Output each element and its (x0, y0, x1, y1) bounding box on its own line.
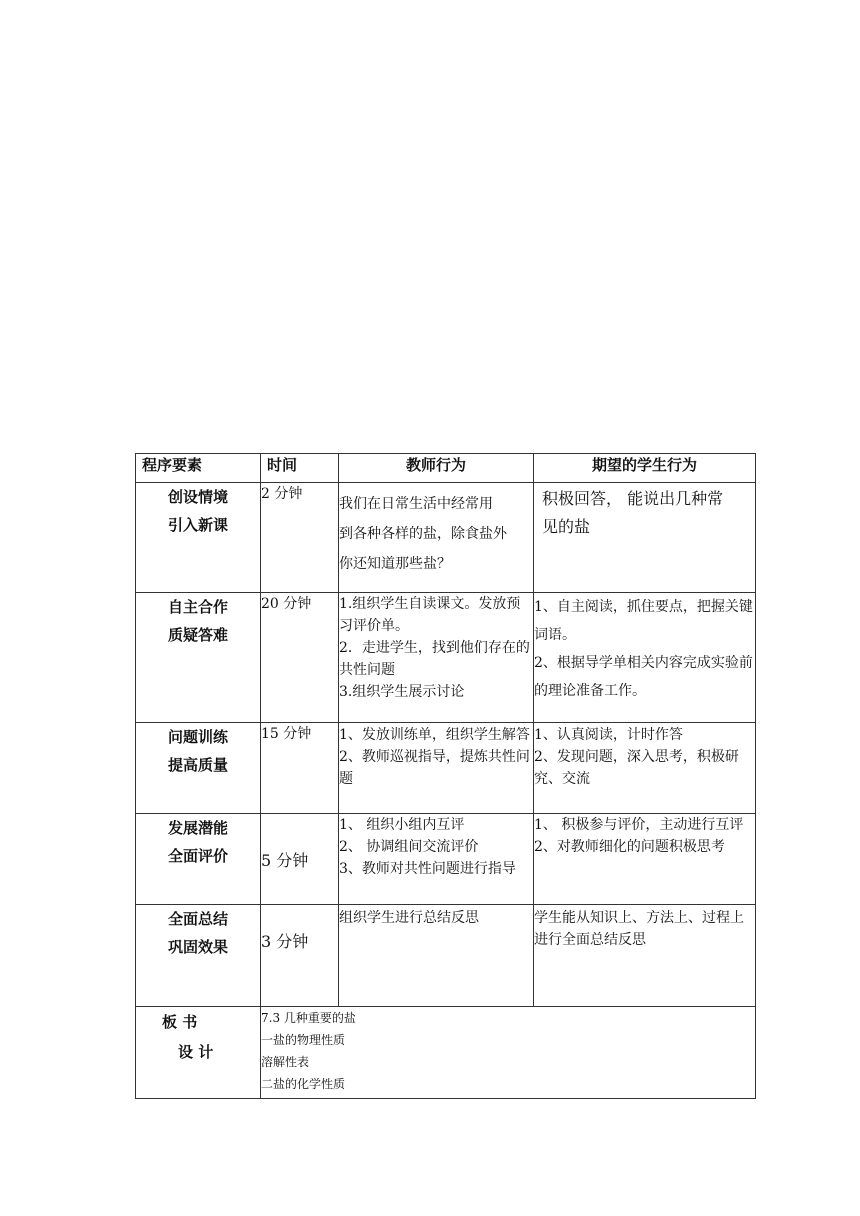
board-line: 一盐的物理性质 (261, 1033, 346, 1047)
time-cell: 5 分钟 (261, 814, 339, 905)
teacher-cell: 1、 组织小组内互评 2、 协调组间交流评价 3、教师对共性问题进行指导 (339, 814, 534, 905)
student-cell: 1、自主阅读，抓住要点，把握关键词语。 2、根据导学单相关内容完成实验前的理论准备工作。 (534, 593, 756, 723)
board-line: 7.3 几种重要的盐 (261, 1011, 356, 1025)
table-row (136, 483, 756, 593)
time-cell: 2 分钟 (261, 483, 339, 593)
stage-cell: 自主合作 质疑答难 (136, 593, 261, 723)
time-cell: 20 分钟 (261, 593, 339, 723)
stage-cell: 全面总结 巩固效果 (136, 905, 261, 1007)
table-row (136, 814, 756, 905)
lesson-plan-table (135, 453, 756, 1099)
student-cell: 1、 积极参与评价，主动进行互评 2、对教师细化的问题积极思考 (534, 814, 756, 905)
header-teacher-behavior: 教师行为 (339, 454, 534, 483)
stage-cell: 问题训练 提高质量 (136, 723, 261, 814)
board-design-row (136, 1007, 756, 1099)
board-design-content (261, 1007, 756, 1099)
teacher-cell: 组织学生进行总结反思 (339, 905, 534, 1007)
teacher-cell: 1.组织学生自读课文。发放预习评价单。 2．走进学生，找到他们存在的共性问题 3.组织学生展示讨论 (339, 593, 534, 723)
header-student-behavior: 期望的学生行为 (534, 454, 756, 483)
time-cell: 3 分钟 (261, 905, 339, 1007)
board-line: 溶解性表 (261, 1055, 310, 1069)
student-cell: 学生能从知识上、方法上、过程上进行全面总结反思 (534, 905, 756, 1007)
table-header-row (136, 454, 756, 483)
header-program-elements: 程序要素 (136, 454, 261, 483)
teacher-cell: 我们在日常生活中经常用 到各种各样的盐，除食盐外 你还知道那些盐？ (339, 483, 534, 593)
stage-cell: 发展潜能 全面评价 (136, 814, 261, 905)
table-row (136, 905, 756, 1007)
teacher-cell: 1、发放训练单，组织学生解答 2、教师巡视指导，提炼共性问题 (339, 723, 534, 814)
stage-cell: 创设情境 引入新课 (136, 483, 261, 593)
table-row (136, 593, 756, 723)
student-cell: 1、认真阅读，计时作答 2、发现问题，深入思考，积极研究、交流 (534, 723, 756, 814)
time-cell: 15 分钟 (261, 723, 339, 814)
board-line: 二盐的化学性质 (261, 1077, 346, 1091)
header-time: 时间 (261, 454, 339, 483)
board-design-label: 板 书 设 计 (136, 1007, 261, 1099)
student-cell: 积极回答， 能说出几种常 见的盐 (534, 483, 756, 593)
table-row (136, 723, 756, 814)
